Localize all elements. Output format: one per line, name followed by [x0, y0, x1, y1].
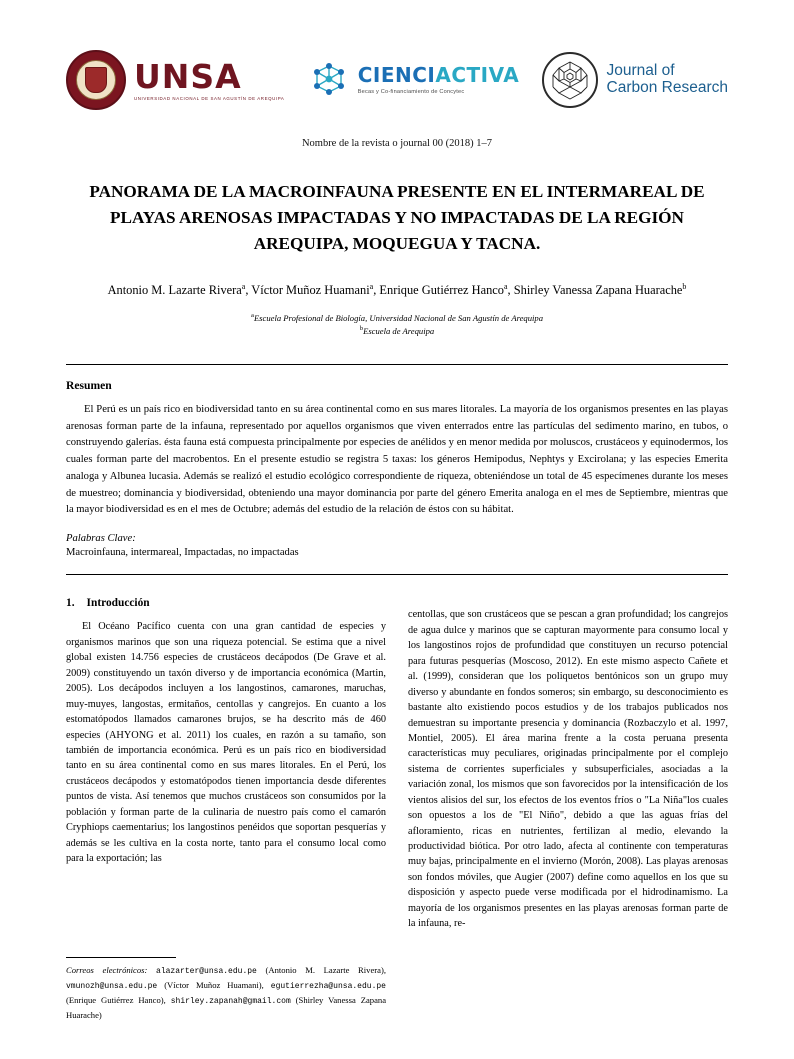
- right-column: [408, 597, 728, 942]
- footnote-person-2: (Víctor Muñoz Huamani),: [164, 980, 264, 991]
- footnote-text: [66, 964, 386, 1023]
- footnote-email-3[interactable]: egutierrezha@unsa.edu.pe: [270, 982, 386, 992]
- cienciactiva-logo: [307, 58, 519, 102]
- footnote-email-4[interactable]: shirley.zapanah@gmail.com: [170, 997, 291, 1007]
- author-list: Antonio M. Lazarte Rivera$^a$, Víctor Muñoz Huamani$^a$, Enrique Gutiérrez Hanco$^a$, Shirley Vanessa Zapana Huarache$^b$: [107, 282, 687, 298]
- journal-name-line1: Journal of: [606, 62, 675, 80]
- journal-reference-line: Nombre de la revista o journal 00 (2018) 1–7: [301, 138, 493, 149]
- keywords-text: Macroinfauna, intermareal, Impactadas, no impactadas: [66, 547, 299, 559]
- footnote: [66, 957, 386, 1023]
- unsa-logo: [66, 50, 284, 110]
- left-column: [66, 597, 386, 942]
- logo-row: [66, 0, 728, 114]
- footnote-email-2[interactable]: vmunozh@unsa.edu.pe: [66, 982, 158, 992]
- unsa-subtitle: UNIVERSIDAD NACIONAL DE SAN AGUSTÍN DE AREQUIPA: [134, 95, 285, 101]
- footnote-person-4: (Shirley Vanessa Zapana Huarache): [66, 995, 387, 1021]
- paragraph-left-1: El Océano Pacífico cuenta con una gran cantidad de especies y organismos marinos que son una riqueza potencial. Se estima que a nivel global existen 14.756 especies de crustáceos decápodos (De Grave et al. 2009) constituyendo un taxón diverso y de importancia económica (Martin, 2005). Los decápodos incluyen a los langostinos, camarones, maruchas, muy-muyes, langostas, ermitaños, centollas y cangrejos. En cuanto a los estomatópodos llamados camarones brujos, se ha descrito más de 460 especies (AHYONG et al. 2011) los cuales, en razón a su tamaño, son también de importancia económica. Perú es un país rico en biodiversidad tanto en su área continental como en sus mares litorales. En el Perú, los crustáceos decápodos y estomatópodos tienen importancia desde diferentes puntos de vista. Así tenemos que muchos crustáceos son consumidos por la población y forman parte de la culinaria de nuestro país como el camarón Cryphiops caementarius; los langostinos penéidos que soportan pesquerías y además se les cultiva en la costa norte, tanto para el consumo local como para la exportación; las: [66, 621, 386, 865]
- journal-name-line2: Carbon Research: [606, 79, 728, 96]
- footnote-rule: [66, 957, 176, 958]
- affiliations: [66, 311, 728, 339]
- carbon-lattice-icon: [542, 52, 598, 108]
- unsa-seal-icon: [66, 50, 126, 110]
- abstract-heading: Resumen: [66, 379, 112, 393]
- footnote-email-1[interactable]: alazarter@unsa.edu.pe: [156, 967, 257, 977]
- footnote-label: Correos electrónicos:: [66, 965, 148, 976]
- body-columns: [66, 597, 728, 942]
- affiliation-b: $^b$Escuela de Arequipa: [359, 325, 435, 337]
- section-title: Introducción: [86, 597, 150, 610]
- page-title: PANORAMA DE LA MACROINFAUNA PRESENTE EN EL INTERMAREAL DE PLAYAS ARENOSAS IMPACTADAS Y NO IMPACTADAS DE LA REGIÓN AREQUIPA, MOQUEGUA Y TACNA.: [89, 182, 705, 253]
- footnote-person-1: (Antonio M. Lazarte Rivera),: [265, 965, 386, 976]
- journal-logo: [542, 52, 728, 108]
- molecule-network-icon: [307, 58, 351, 102]
- abstract-bottom-rule: [66, 574, 728, 575]
- section-heading-introduccion: [66, 597, 386, 609]
- cienciactiva-subtitle: Becas y Co-financiamiento de Concytec: [357, 89, 465, 95]
- abstract-top-rule: [66, 364, 728, 365]
- abstract-text: El Perú es un país rico en biodiversidad tanto en su área continental como en sus mares litorales. La mayoría de los organismos presentes en las playas arenosas forman parte de la infauna, representado por aquellos organismos que viven enterrados entre las partículas del sedimento marino, en tubos, o construyendo galerías. ésta fauna está compuesta principalmente por especies de anélidos y en menor medida por moluscos, crustáceos y equinodermos, los cuales forman parte del macrobentos. En el presente estudio se registra 5 taxas: los géneros Hemipodus, Nephtys y Excirolana; y las especies Emerita analoga y Albunea lucasia. Además se realizó el estudio ecológico correspondiente de riqueza, obteniéndose un total de 45 especímenes durante los meses de muestreo; dominancia y biodiversidad, obteniendo una mayor dominancia por parte del género Emerita analoga en el mes de Septiembre, mientras que la mayor biodiversidad es en el mes de Octubre; además del estudio de la relación de éstos con su hábitat.: [66, 404, 728, 516]
- paragraph-right-1: centollas, que son crustáceos que se pescan a gran profundidad; los cangrejos de agua dulce y marinos que se capturan mayormente para consumo local y los langostinos rojos de profundidad que constituyen un recurso potencial para futuras pesquerías (Moscoso, 2012). En este mismo aspecto Cañete et al. (1999), consideran que los poliquetos bentónicos son un grupo muy diverso y abundante en fondos someros; sin embargo, su desconocimiento es bastante alto existiendo pocos estudios y de los trabajos publicados nos demuestran su importante presencia y dominancia (Rozbaczylo et al. 1997, Montiel, 2005). El área marina frente a la costa peruana presenta características muy peculiares, originadas principalmente por el complejo sistema de corrientes superficiales y subsuperficiales, asociadas a la variación zonal, los mismos que son favorecidos por la intensificación de los vientos alisios del sur, los efectos de los eventos fríos o "La Niña"los cuales son opuestos a los de "El Niño", debido a que las aguas frías del afloramiento, ricas en nutrientes, fertilizan al medio, elevando la productividad biótica. Por otro lado, afecta al continente con temperaturas muy bajas, principalmente en el invierno (Morón, 2008). Las playas arenosas son fondos móviles, que Augier (2007) define como aquellos en los que su disposición y aspecto puede verse modificada por el hidrodinamismo. La mayoría de los organismos presentes en las playas arenosas forman parte de la infauna, re-: [408, 609, 728, 930]
- affiliation-a: $^a$Escuela Profesional de Biología, Universidad Nacional de San Agustín de Arequipa: [251, 311, 543, 323]
- section-number: 1.: [66, 597, 75, 610]
- footnote-person-3: (Enrique Gutiérrez Hanco),: [66, 995, 166, 1006]
- cienciactiva-wordmark: CIENCIACTIVA: [357, 63, 520, 87]
- keywords-heading: Palabras Clave:: [66, 533, 136, 545]
- unsa-wordmark: UNSA: [134, 56, 242, 96]
